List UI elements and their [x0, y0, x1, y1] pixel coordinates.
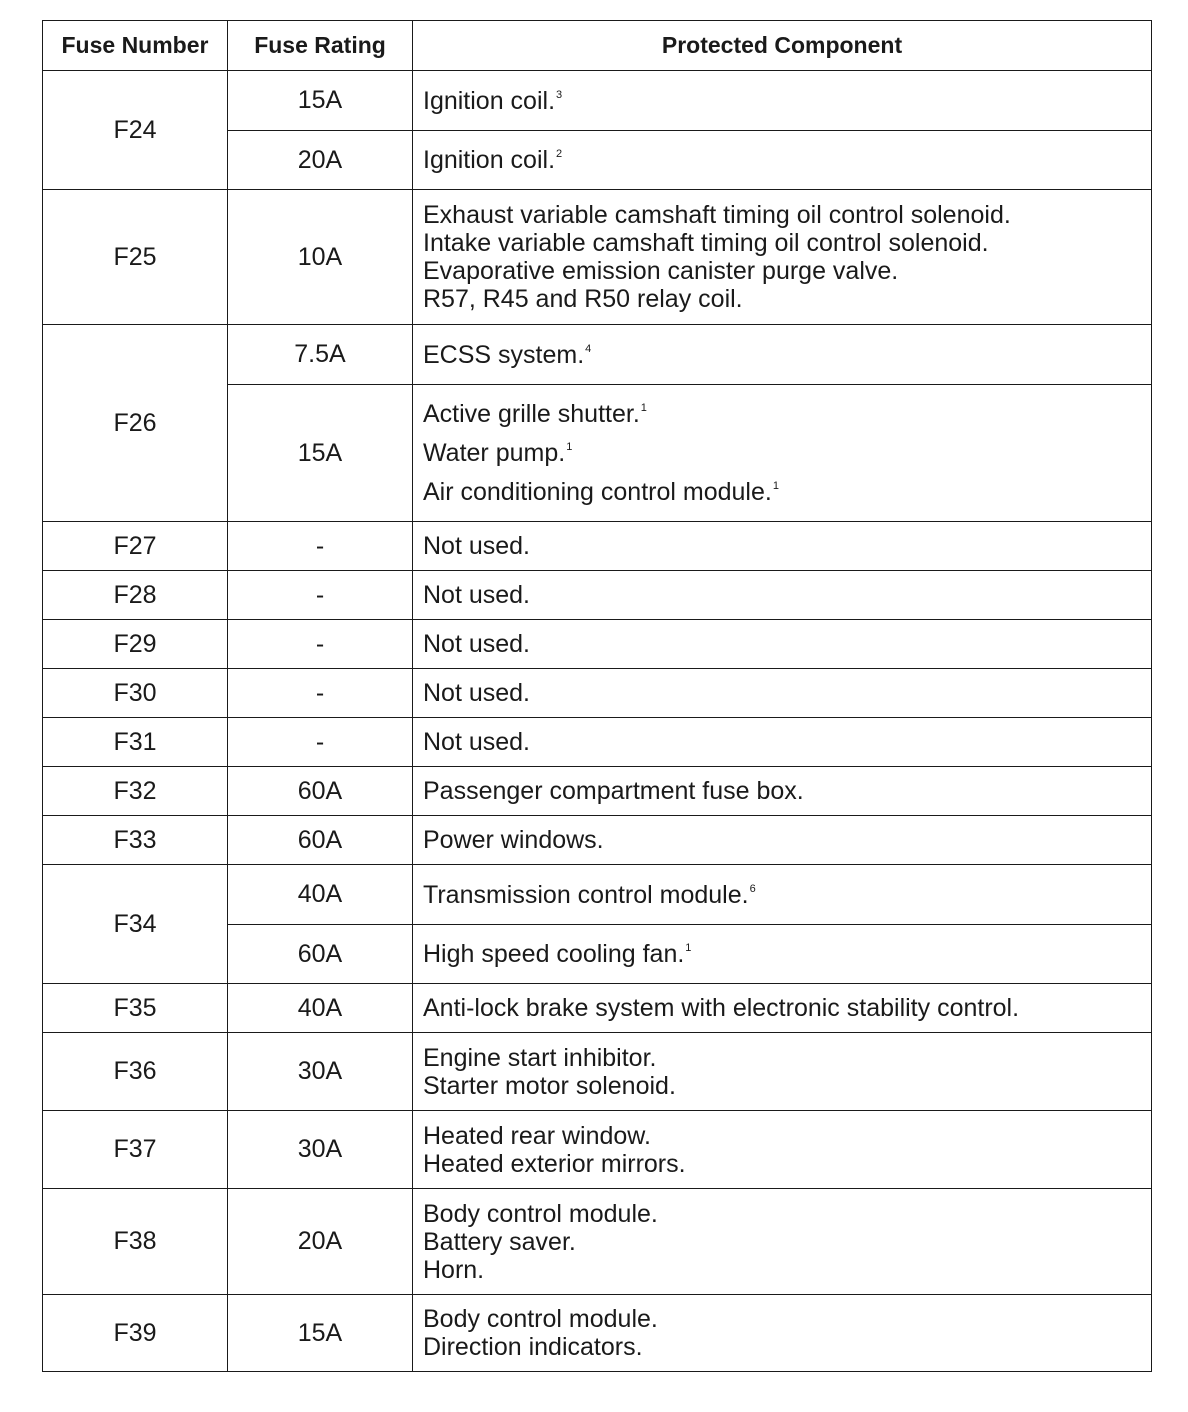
protected-component	[413, 1189, 1152, 1295]
protected-component: Not used.	[413, 620, 1152, 669]
table-row	[43, 1033, 1152, 1111]
footnote-marker: 4	[585, 342, 592, 355]
table-row	[43, 1295, 1152, 1372]
protected-component: Not used.	[413, 718, 1152, 767]
fuse-number: F24	[43, 71, 228, 190]
footnote-marker: 1	[640, 401, 647, 414]
protected-component: Passenger compartment fuse box.	[413, 767, 1152, 816]
fuse-number: F38	[43, 1189, 228, 1295]
fuse-number: F28	[43, 571, 228, 620]
fuse-number: F35	[43, 984, 228, 1033]
fuse-rating: 30A	[228, 1111, 413, 1189]
component-line	[423, 434, 1151, 473]
footnote-marker: 3	[556, 88, 563, 101]
fuse-rating: 7.5A	[228, 325, 413, 385]
fuse-rating: -	[228, 669, 413, 718]
component-text: Starter motor solenoid.	[423, 1071, 676, 1100]
component-line	[423, 395, 1151, 434]
component-text: ECSS system.	[423, 340, 585, 369]
header-fuse-rating: Fuse Rating	[228, 21, 413, 71]
protected-component: Not used.	[413, 522, 1152, 571]
header-protected-component: Protected Component	[413, 21, 1152, 71]
table-row	[43, 865, 1152, 925]
component-text: High speed cooling fan.	[423, 940, 685, 968]
fuse-rating: 40A	[228, 865, 413, 925]
table-row	[43, 522, 1152, 571]
protected-component	[413, 1033, 1152, 1111]
fuse-rating: -	[228, 718, 413, 767]
fuse-number: F39	[43, 1295, 228, 1372]
fuse-number: F37	[43, 1111, 228, 1189]
component-text: R57, R45 and R50 relay coil.	[423, 285, 743, 313]
protected-component	[413, 131, 1152, 190]
fuse-rating: 30A	[228, 1033, 413, 1111]
component-text: Ignition coil.	[423, 86, 556, 115]
protected-component	[413, 1111, 1152, 1189]
fuse-rating: 15A	[228, 1295, 413, 1372]
fuse-number: F31	[43, 718, 228, 767]
header-fuse-number: Fuse Number	[43, 21, 228, 71]
footnote-marker: 2	[556, 148, 563, 160]
fuse-rating: 10A	[228, 190, 413, 325]
footnote-marker: 1	[566, 440, 573, 453]
fuse-rating: 60A	[228, 925, 413, 984]
table-row	[43, 816, 1152, 865]
fuse-number: F29	[43, 620, 228, 669]
component-text: Body control module.	[423, 1305, 658, 1333]
table-row	[43, 190, 1152, 325]
fuse-number: F33	[43, 816, 228, 865]
fuse-number: F34	[43, 865, 228, 984]
component-text: Engine start inhibitor.	[423, 1043, 657, 1072]
protected-component	[413, 71, 1152, 131]
fuse-rating: 20A	[228, 1189, 413, 1295]
table-row	[43, 669, 1152, 718]
header-row	[43, 21, 1152, 71]
fuse-rating: 20A	[228, 131, 413, 190]
component-line	[423, 473, 1151, 512]
fuse-rating: -	[228, 620, 413, 669]
table-row	[43, 1189, 1152, 1295]
table-row	[43, 620, 1152, 669]
table-row	[43, 767, 1152, 816]
fuse-number: F27	[43, 522, 228, 571]
component-text: Exhaust variable camshaft timing oil control solenoid.	[423, 201, 1011, 229]
component-text: Air conditioning control module.	[423, 477, 772, 506]
fuse-number: F26	[43, 325, 228, 522]
fuse-number: F30	[43, 669, 228, 718]
component-text: Intake variable camshaft timing oil control solenoid.	[423, 229, 989, 257]
component-text: Heated exterior mirrors.	[423, 1149, 686, 1178]
component-text: Water pump.	[423, 438, 566, 467]
protected-component	[413, 925, 1152, 984]
fuse-rating: 15A	[228, 385, 413, 522]
component-text: Horn.	[423, 1255, 485, 1284]
table-row	[43, 571, 1152, 620]
component-text: Ignition coil.	[423, 146, 556, 174]
protected-component	[413, 385, 1152, 522]
table-row	[43, 71, 1152, 131]
protected-component: Power windows.	[413, 816, 1152, 865]
component-text: Transmission control module.	[423, 880, 749, 909]
fuse-table	[42, 20, 1152, 1372]
fuse-rating: 40A	[228, 984, 413, 1033]
fuse-number: F36	[43, 1033, 228, 1111]
table-row	[43, 718, 1152, 767]
table-row	[43, 1111, 1152, 1189]
protected-component	[413, 865, 1152, 925]
fuse-number: F25	[43, 190, 228, 325]
component-text: Battery saver.	[423, 1227, 576, 1256]
footnote-marker: 1	[772, 479, 779, 492]
fuse-number: F32	[43, 767, 228, 816]
component-text: Heated rear window.	[423, 1121, 651, 1150]
fuse-rating: -	[228, 571, 413, 620]
protected-component	[413, 190, 1152, 325]
fuse-rating: 15A	[228, 71, 413, 131]
protected-component: Anti-lock brake system with electronic stability control.	[413, 984, 1152, 1033]
component-text: Evaporative emission canister purge valve.	[423, 257, 899, 285]
component-text: Direction indicators.	[423, 1333, 643, 1361]
footnote-marker: 6	[749, 882, 756, 895]
fuse-rating: -	[228, 522, 413, 571]
table-row	[43, 325, 1152, 385]
protected-component	[413, 325, 1152, 385]
protected-component	[413, 1295, 1152, 1372]
fuse-rating: 60A	[228, 767, 413, 816]
fuse-rating: 60A	[228, 816, 413, 865]
component-text: Active grille shutter.	[423, 399, 640, 428]
footnote-marker: 1	[685, 942, 692, 954]
protected-component: Not used.	[413, 571, 1152, 620]
component-text: Body control module.	[423, 1199, 658, 1228]
table-row	[43, 984, 1152, 1033]
protected-component: Not used.	[413, 669, 1152, 718]
